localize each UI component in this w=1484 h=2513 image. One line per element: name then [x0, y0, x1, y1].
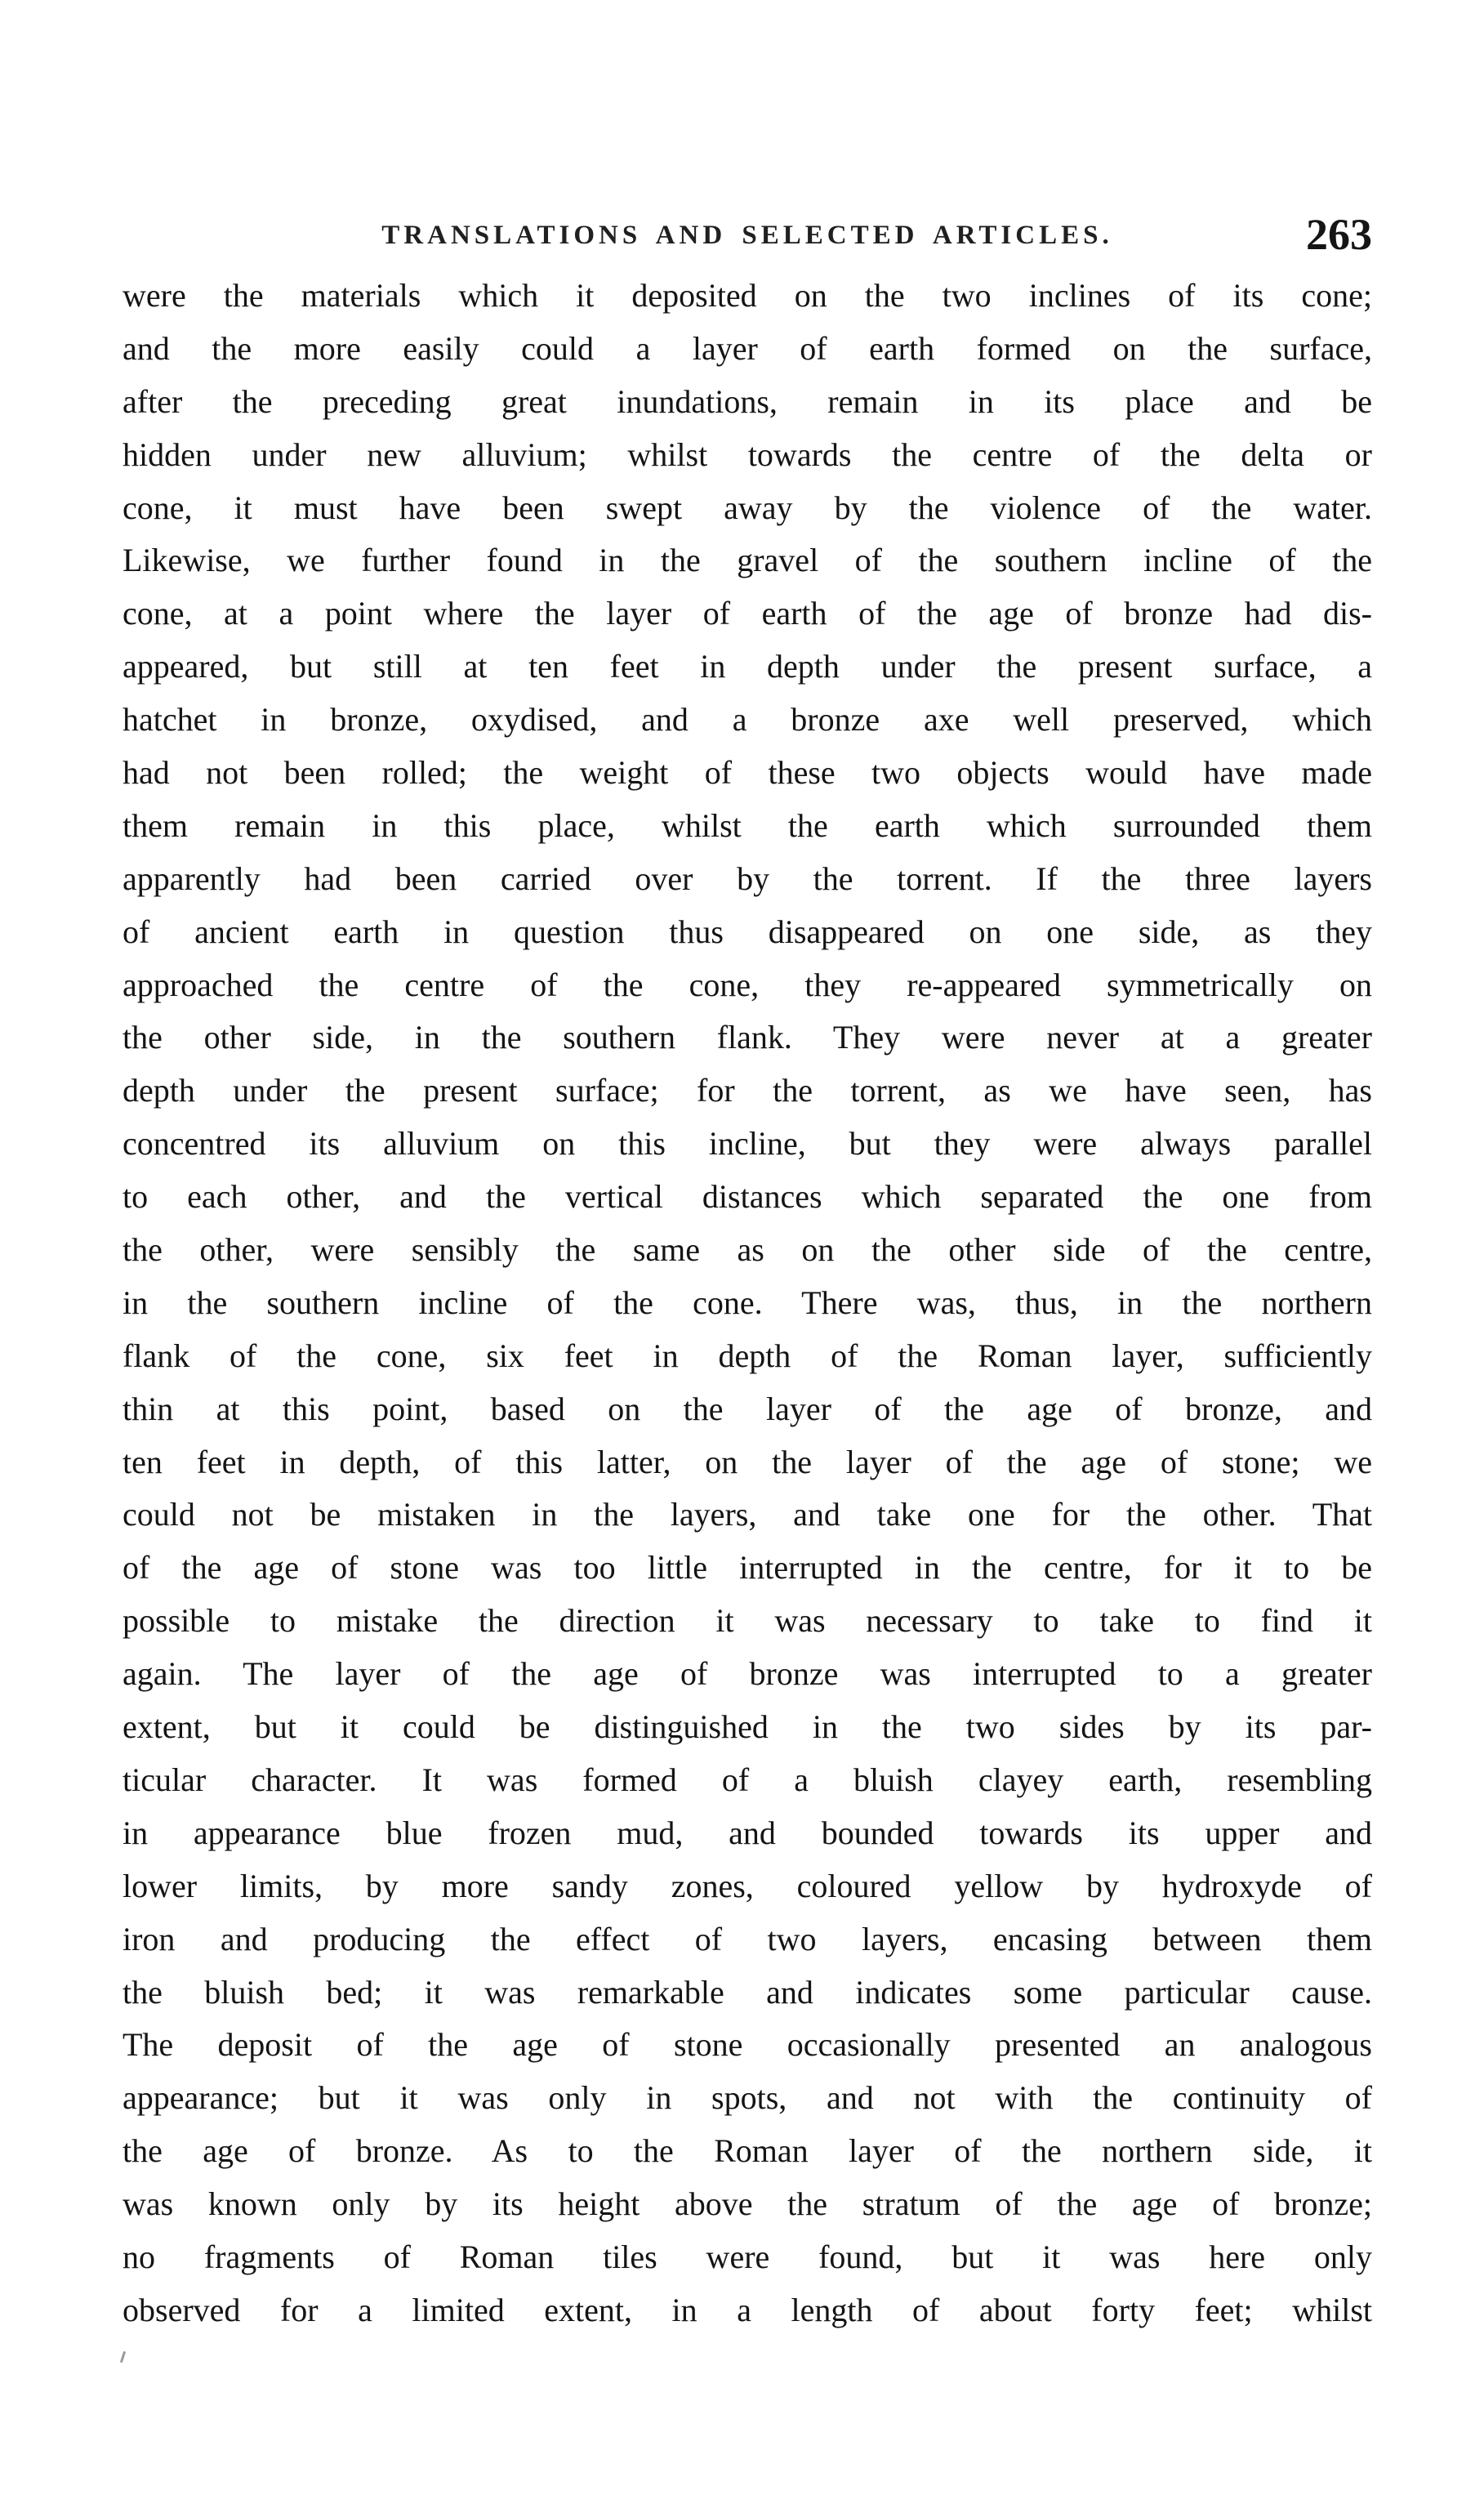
text-line: the age of bronze. As to the Roman layer of the northern side, it: [123, 2132, 1372, 2170]
text-line: had not been rolled; the weight of these two objects would have made: [123, 754, 1372, 792]
running-head: [123, 210, 1372, 263]
text-line: the other, were sensibly the same as on the other side of the centre,: [123, 1231, 1372, 1269]
text-line: thin at this point, based on the layer of the age of bronze, and: [123, 1390, 1372, 1427]
text-line: approached the centre of the cone, they re-appeared symmetrically on: [123, 966, 1372, 1003]
text-line: flank of the cone, six feet in depth of the Roman layer, sufficiently: [123, 1337, 1372, 1374]
text-line: extent, but it could be distinguished in the two sides by its par-: [123, 1708, 1372, 1746]
text-line: were the materials which it deposited on the two inclines of its cone;: [123, 277, 1372, 314]
text-line: Likewise, we further found in the gravel of the southern incline of the: [123, 542, 1372, 579]
text-line: after the preceding great inundations, remain in its place and be: [123, 382, 1372, 420]
text-line: ticular character. It was formed of a bluish clayey earth, resembling: [123, 1761, 1372, 1798]
text-line: possible to mistake the direction it was necessary to take to find it: [123, 1602, 1372, 1640]
text-line: appearance; but it was only in spots, and not with the continuity of: [123, 2079, 1372, 2117]
text-line: in the southern incline of the cone. There was, thus, in the northern: [123, 1283, 1372, 1321]
body-text: [123, 270, 1372, 2337]
text-line: hidden under new alluvium; whilst towards the centre of the delta or: [123, 435, 1372, 473]
text-line: ten feet in depth, of this latter, on the layer of the age of stone; we: [123, 1443, 1372, 1480]
ink-fleck: [120, 2351, 126, 2363]
text-line: the bluish bed; it was remarkable and indicates some particular cause.: [123, 1973, 1372, 2011]
text-line: to each other, and the vertical distances which separated the one from: [123, 1178, 1372, 1216]
text-line: the other side, in the southern flank. They were never at a greater: [123, 1019, 1372, 1056]
text-line: concentred its alluvium on this incline, but they were always parallel: [123, 1125, 1372, 1163]
text-line: them remain in this place, whilst the earth which surrounded them: [123, 806, 1372, 844]
text-line: cone, at a point where the layer of earth of the age of bronze had dis-: [123, 595, 1372, 632]
text-line: The deposit of the age of stone occasionally presented an analogous: [123, 2026, 1372, 2064]
text-line: cone, it must have been swept away by the violence of the water.: [123, 489, 1372, 526]
text-line: hatchet in bronze, oxydised, and a bronze axe well preserved, which: [123, 701, 1372, 739]
text-line: of ancient earth in question thus disappeared on one side, as they: [123, 913, 1372, 950]
running-title: TRANSLATIONS AND SELECTED ARTICLES.: [381, 221, 1113, 250]
text-line: was known only by its height above the stratum of the age of bronze;: [123, 2185, 1372, 2223]
text-line: no fragments of Roman tiles were found, but it was here only: [123, 2238, 1372, 2275]
text-line: iron and producing the effect of two layers, encasing between them: [123, 1920, 1372, 1957]
text-line: lower limits, by more sandy zones, coloured yellow by hydroxyde of: [123, 1867, 1372, 1904]
page-number: 263: [1306, 210, 1372, 259]
text-line: could not be mistaken in the layers, and take one for the other. That: [123, 1496, 1372, 1533]
text-line: in appearance blue frozen mud, and bounded towards its upper and: [123, 1814, 1372, 1851]
text-line: apparently had been carried over by the torrent. If the three layers: [123, 859, 1372, 897]
text-line: observed for a limited extent, in a length of about forty feet; whilst: [123, 2291, 1372, 2328]
text-line: appeared, but still at ten feet in depth under the present surface, a: [123, 648, 1372, 685]
text-line: again. The layer of the age of bronze was interrupted to a greater: [123, 1655, 1372, 1693]
text-line: of the age of stone was too little interrupted in the centre, for it to be: [123, 1549, 1372, 1587]
text-line: depth under the present surface; for the torrent, as we have seen, has: [123, 1072, 1372, 1109]
text-line: and the more easily could a layer of earth formed on the surface,: [123, 329, 1372, 367]
